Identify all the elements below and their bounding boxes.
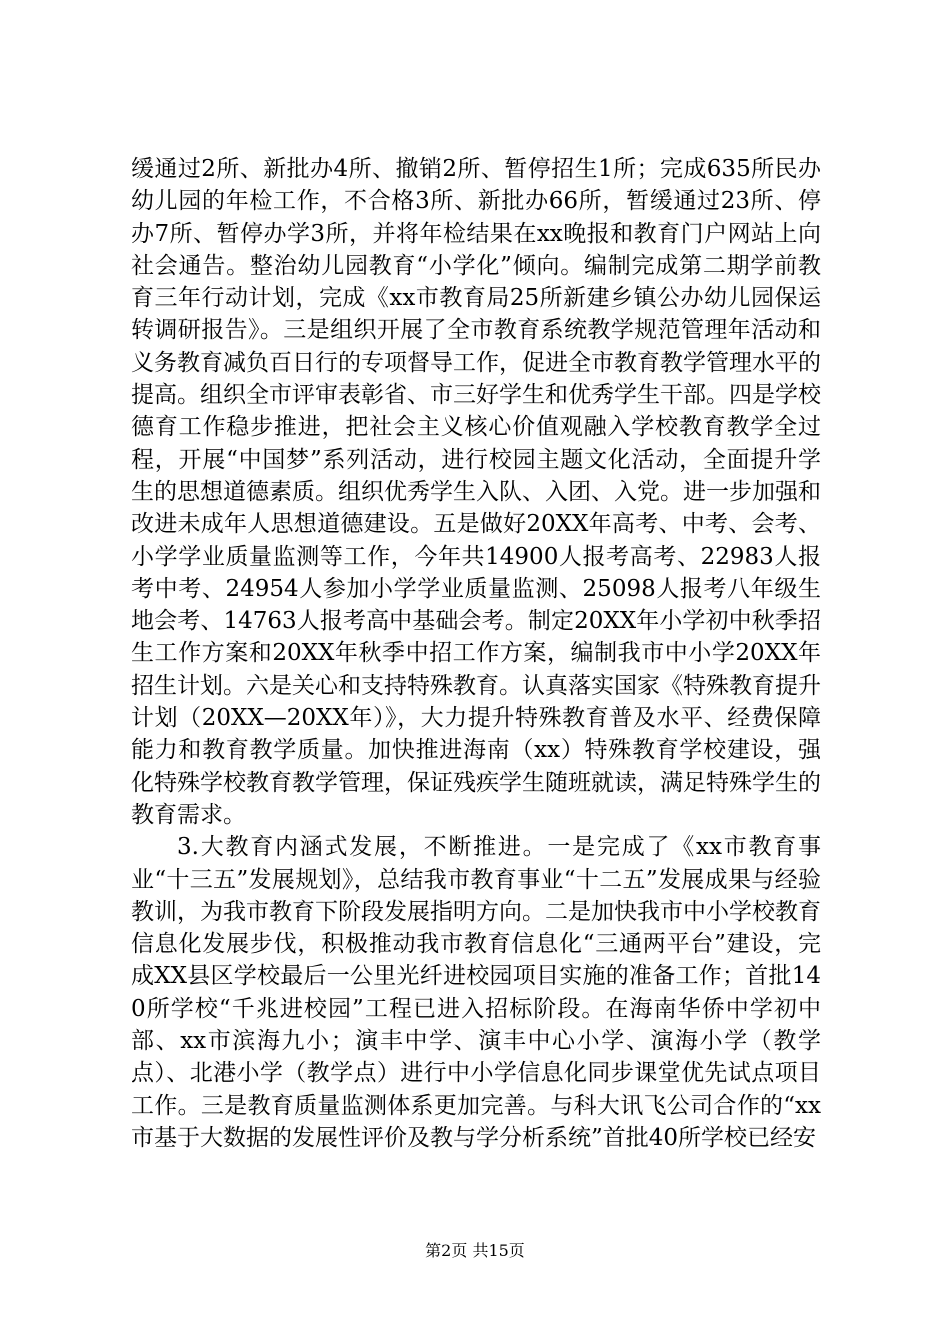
page-footer — [0, 1241, 950, 1261]
paragraph-1: 缓通过2所、新批办4所、撤销2所、暂停招生1所；完成635所民办幼儿园的年检工作，不合格3所、新批办66所，暂缓通过23所、停办7所、暂停办学3所，并将年检结果在xx晚报和教育门户网站上向社会通告。整治幼儿园教育“小学化”倾向。编制完成第二期学前教育三年行动计划，完成《xx市教育局25所新建乡镇公办幼儿园保运转调研报告》。三是组织开展了全市教育系统教学规范管理年活动和义务教育减负百日行的专项督导工作，促进全市教育教学管理水平的提高。组织全市评审表彰省、市三好学生和优秀学生干部。四是学校德育工作稳步推进，把社会主义核心价值观融入学校教育教学全过程，开展“中国梦”系列活动，进行校园主题文化活动，全面提升学生的思想道德素质。组织优秀学生入队、入团、入党。进一步加强和改进未成年人思想道德建设。五是做好20XX年高考、中考、会考、小学学业质量监测等工作，今年共14900人报考高考、22983人报考中考、24954人参加小学学业质量监测、25098人报考八年级生地会考、14763人报考高中基础会考。制定20XX年小学初中秋季招生工作方案和20XX年秋季中招工作方案，编制我市中小学20XX年招生计划。六是关心和支持特殊教育。认真落实国家《特殊教育提升计划（20XX—20XX年）》，大力提升特殊教育普及水平、经费保障能力和教育教学质量。加快推进海南（xx）特殊教育学校建设，强化特殊学校教育教学管理，保证残疾学生随班就读，满足特殊学生的教育需求。 — [131, 156, 821, 828]
page-number-label: 第2页 共15页 — [425, 1241, 525, 1260]
body-text — [131, 153, 821, 1154]
paragraph-2: 3.大教育内涵式发展，不断推进。一是完成了《xx市教育事业“十三五”发展规划》，总结我市教育事业“十二五”发展成果与经验教训，为我市教育下阶段发展指明方向。二是加快我市中小学校教育信息化发展步伐，积极推动我市教育信息化“三通两平台”建设，完成XX县区学校最后一公里光纤进校园项目实施的准备工作；首批140所学校“千兆进校园”工程已进入招标阶段。在海南华侨中学初中部、xx市滨海九小；演丰中学、演丰中心小学、演海小学（教学点）、北港小学（教学点）进行中小学信息化同步课堂优先试点项目工作。三是教育质量监测体系更加完善。与科大讯飞公司合作的“xx市基于大数据的发展性评价及教与学分析系统”首批40所学校已经安 — [131, 834, 821, 1151]
